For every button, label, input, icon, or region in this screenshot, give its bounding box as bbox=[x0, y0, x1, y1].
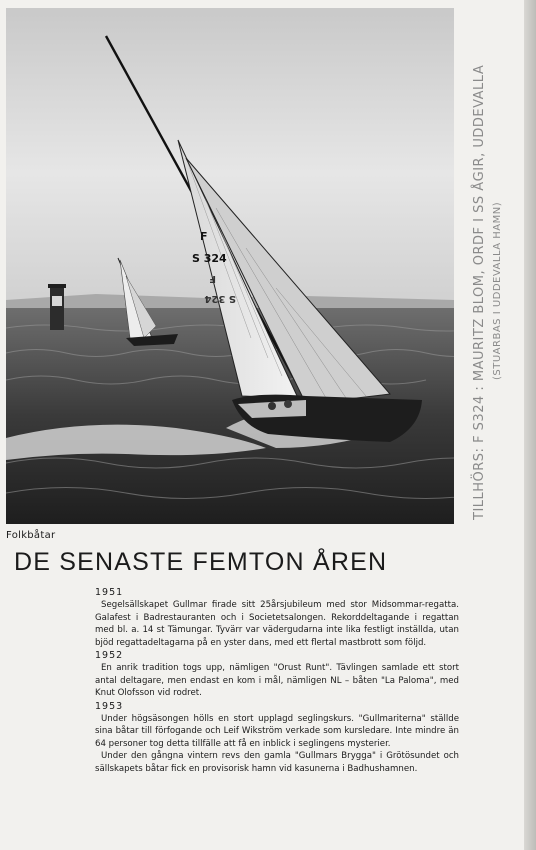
year-paragraph: En anrik tradition togs upp, nämligen "Orust Runt". Tävlingen samlade ett stort antal deltagare, men endast en kom i mål, nämligen NL – båten "La Paloma", med Knut Olofsson vid rodret. bbox=[95, 663, 459, 699]
year-paragraph: Under högsäsongen hölls en stort upplagd seglingskurs. "Gullmariterna" ställde sina båtar till förfogande och Leif Wikström verkade som kursledare. Inte mindre än 64 personer tog detta tillfälle att få en inblick i seglingens mysterier. bbox=[95, 714, 459, 749]
sail-mark-f-lower: F bbox=[209, 273, 216, 284]
sail-mark-number-upper: S 324 bbox=[192, 252, 227, 265]
lighthouse bbox=[48, 284, 66, 330]
year-heading: 1951 bbox=[95, 587, 124, 598]
handwritten-owner-line: TILLHÖRS: F S324 : MAURITZ BLOM, ORDF I SS ÅGIR, UDDEVALLA bbox=[472, 64, 487, 520]
sailing-photo bbox=[6, 8, 454, 524]
year-heading: 1952 bbox=[95, 650, 124, 662]
photo-caption: Folkbåtar bbox=[6, 530, 56, 541]
year-heading: 1953 bbox=[95, 700, 124, 712]
history-text bbox=[95, 586, 459, 775]
page-heading: DE SENASTE FEMTON ÅREN bbox=[14, 548, 388, 576]
handwritten-note bbox=[470, 0, 530, 530]
sail-mark-f-upper: F bbox=[200, 230, 208, 243]
year-paragraph: Under den gångna vintern revs den gamla "Gullmars Brygga" i Grötösundet och sällskapets båtar fick en provisorisk hamn vid kasunerna i Badhushamnen. bbox=[95, 751, 459, 774]
handwritten-mooring-line: (STUARBAS I UDDEVALLA HAMN) bbox=[492, 201, 503, 380]
year-paragraph: Segelsällskapet Gullmar firade sitt 25årsjubileum med stor Midsommar-regatta. Galafest i Badrestauranten och i Societetsalongen. Rekorddeltagande i regattan med bl. a. 14 st Tämungar. Tyvärr var vädergudarna inte lika festligt inställda, utan bjöd regattadeltagarna på en yster dans, med ett flertal mastbrott som följd. bbox=[95, 600, 459, 648]
sail-mark-number-lower: S 324 bbox=[204, 293, 236, 304]
